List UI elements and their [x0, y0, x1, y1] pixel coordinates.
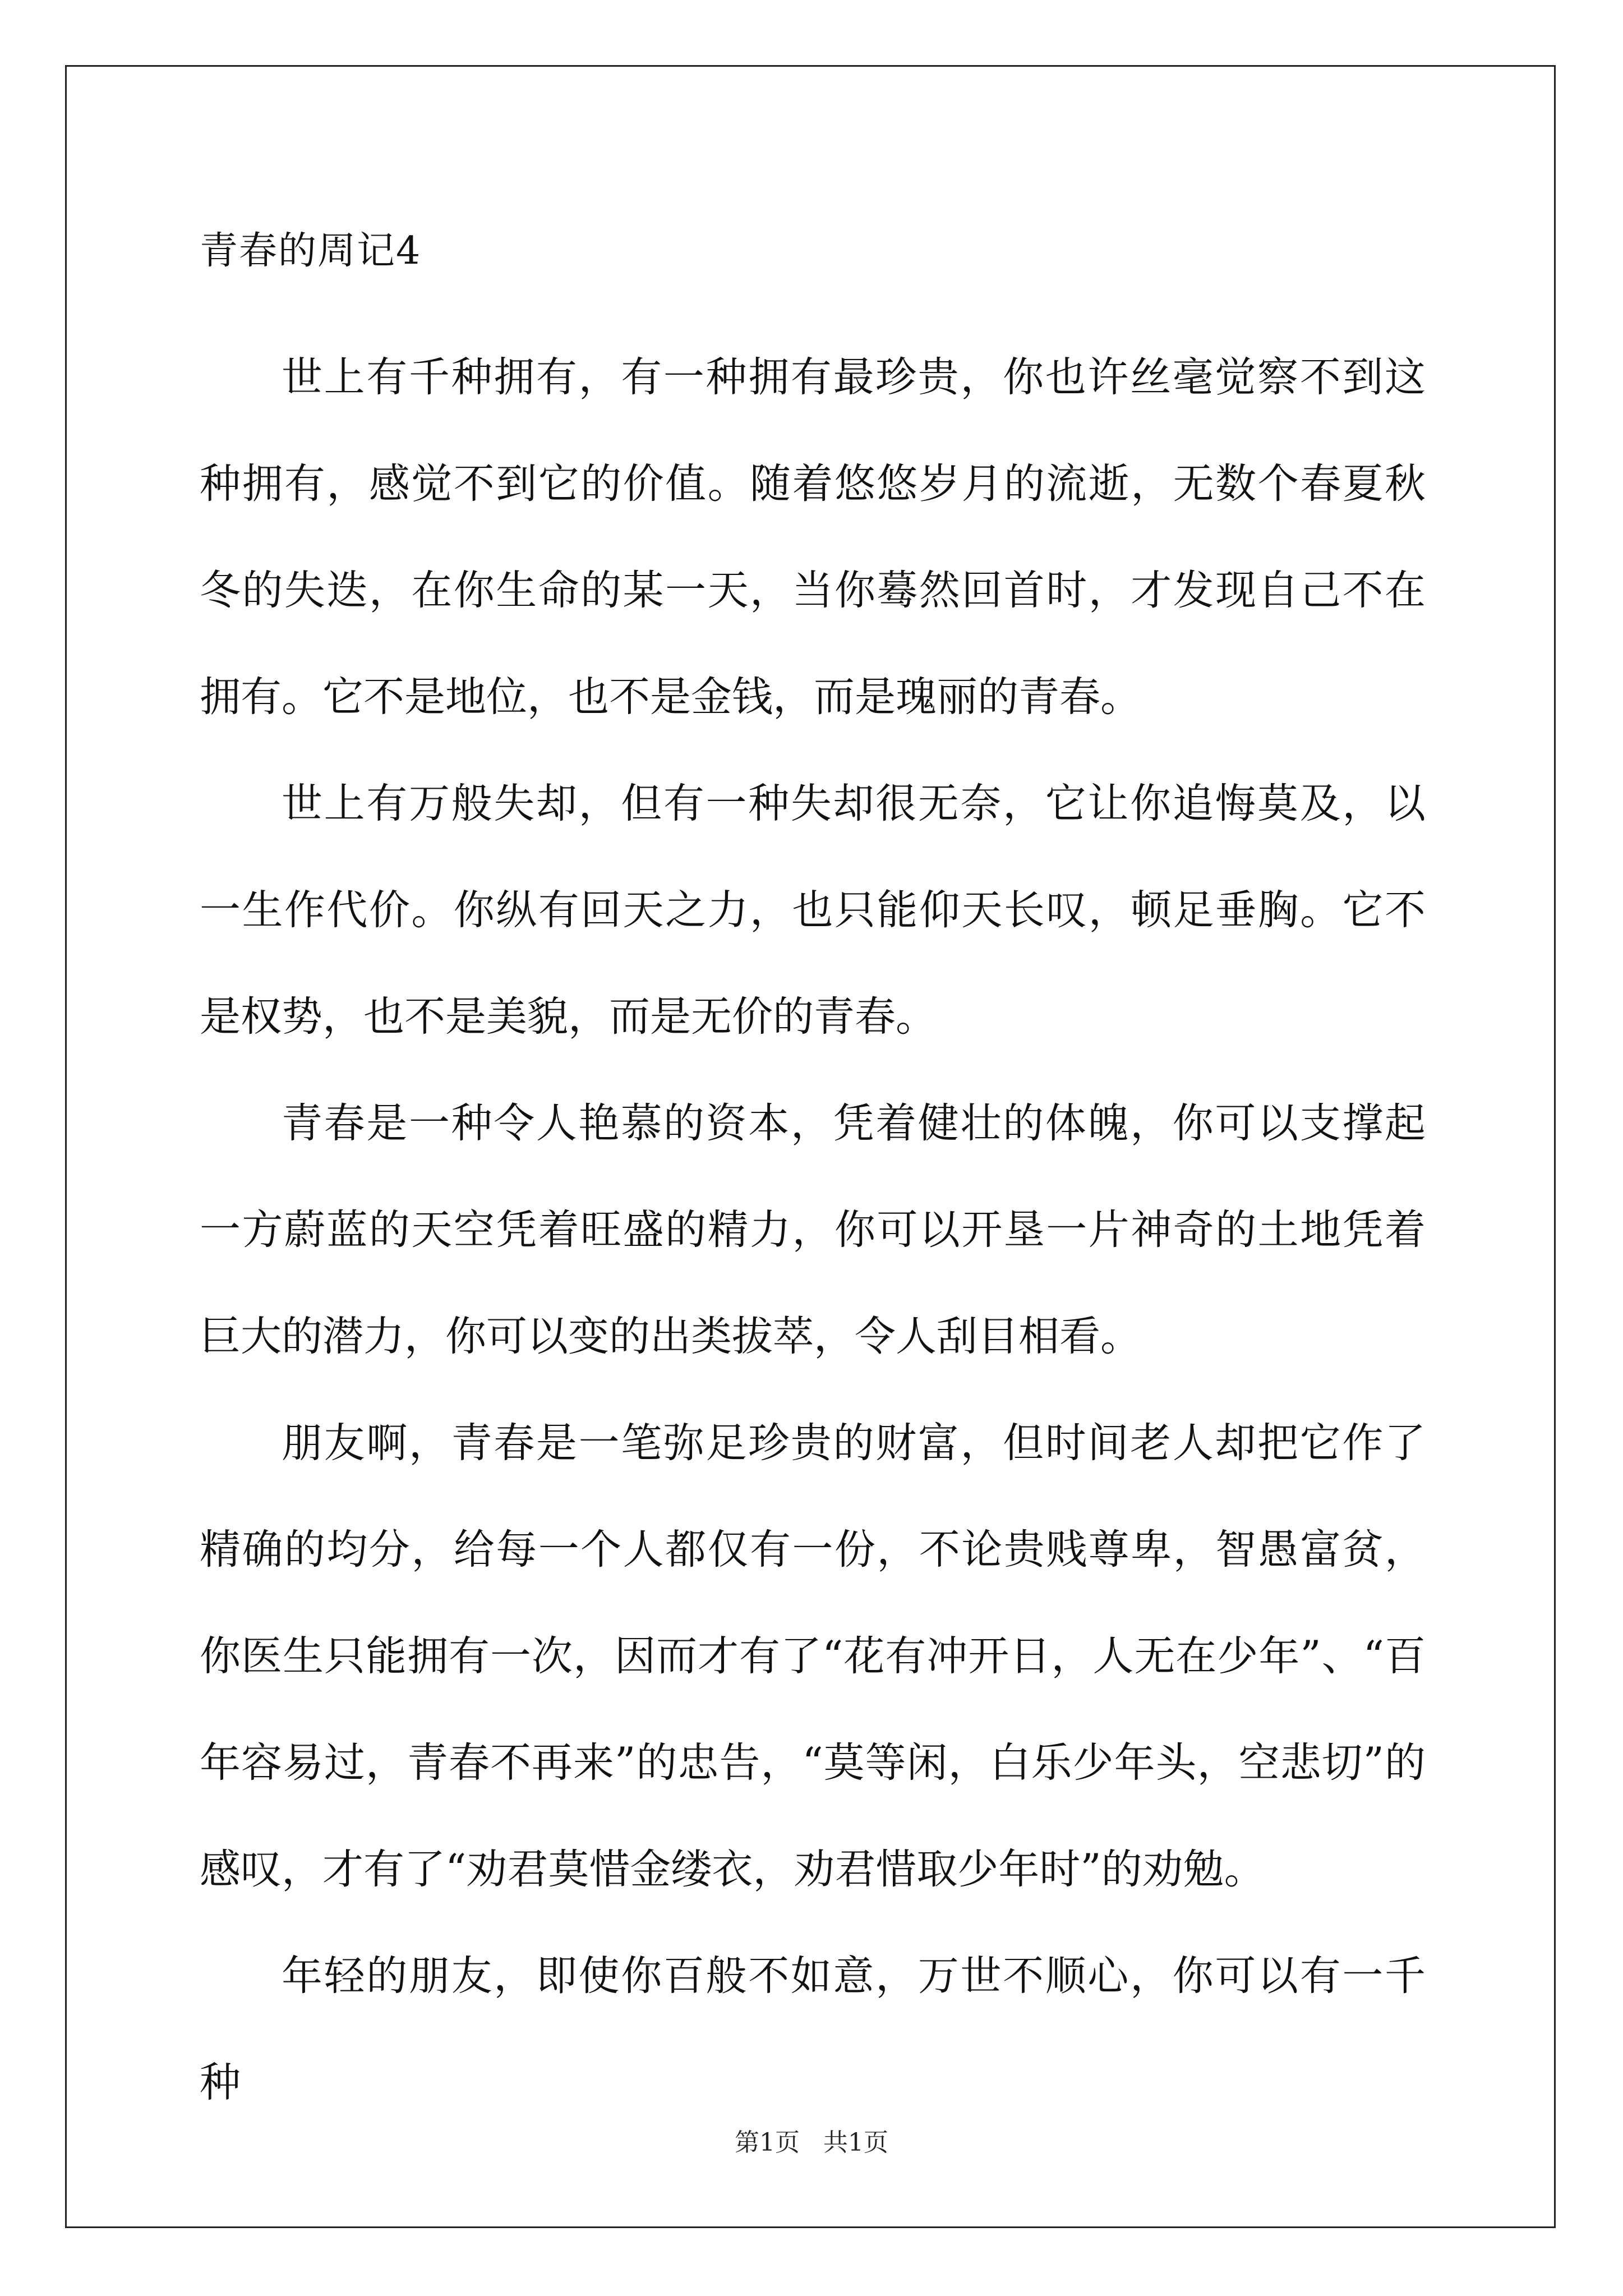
- document-title: 青春的周记4: [200, 229, 422, 273]
- paragraph-4: 朋友啊，青春是一笔弥足珍贵的财富，但时间老人却把它作了精确的均分，给每一个人都仅有一份，不论贵贱尊卑，智愚富贫，你医生只能拥有一次，因而才有了“花有冲开日，人无在少年”、“百年容易过，青春不再来”的忠告，“莫等闲，白乐少年头，空悲切”的感叹，才有了“劝君莫惜金缕衣，劝君惜取少年时”的劝勉。: [200, 1419, 1426, 1893]
- paragraph-3: 青春是一种令人艳慕的资本，凭着健壮的体魄，你可以支撑起一方蔚蓝的天空凭着旺盛的精力，你可以开垦一片神奇的土地凭着巨大的潜力，你可以变的出类拔萃，令人刮目相看。: [200, 1099, 1426, 1360]
- page-number-footer: 第1页 共1页: [735, 2128, 888, 2157]
- paragraph-1: 世上有千种拥有，有一种拥有最珍贵，你也许丝毫觉察不到这种拥有，感觉不到它的价值。随着悠悠岁月的流逝，无数个春夏秋冬的失迭，在你生命的某一天，当你蓦然回首时，才发现自己不在拥有。它不是地位，也不是金钱，而是瑰丽的青春。: [200, 353, 1426, 721]
- paragraph-5: 年轻的朋友，即使你百般不如意，万世不顺心，你可以有一千种: [200, 1952, 1426, 2106]
- document-body: [200, 223, 1426, 2136]
- paragraph-2: 世上有万般失却，但有一种失却很无奈，它让你追悔莫及，以一生作代价。你纵有回天之力，也只能仰天长叹，顿足垂胸。它不是权势，也不是美貌，而是无价的青春。: [200, 780, 1426, 1041]
